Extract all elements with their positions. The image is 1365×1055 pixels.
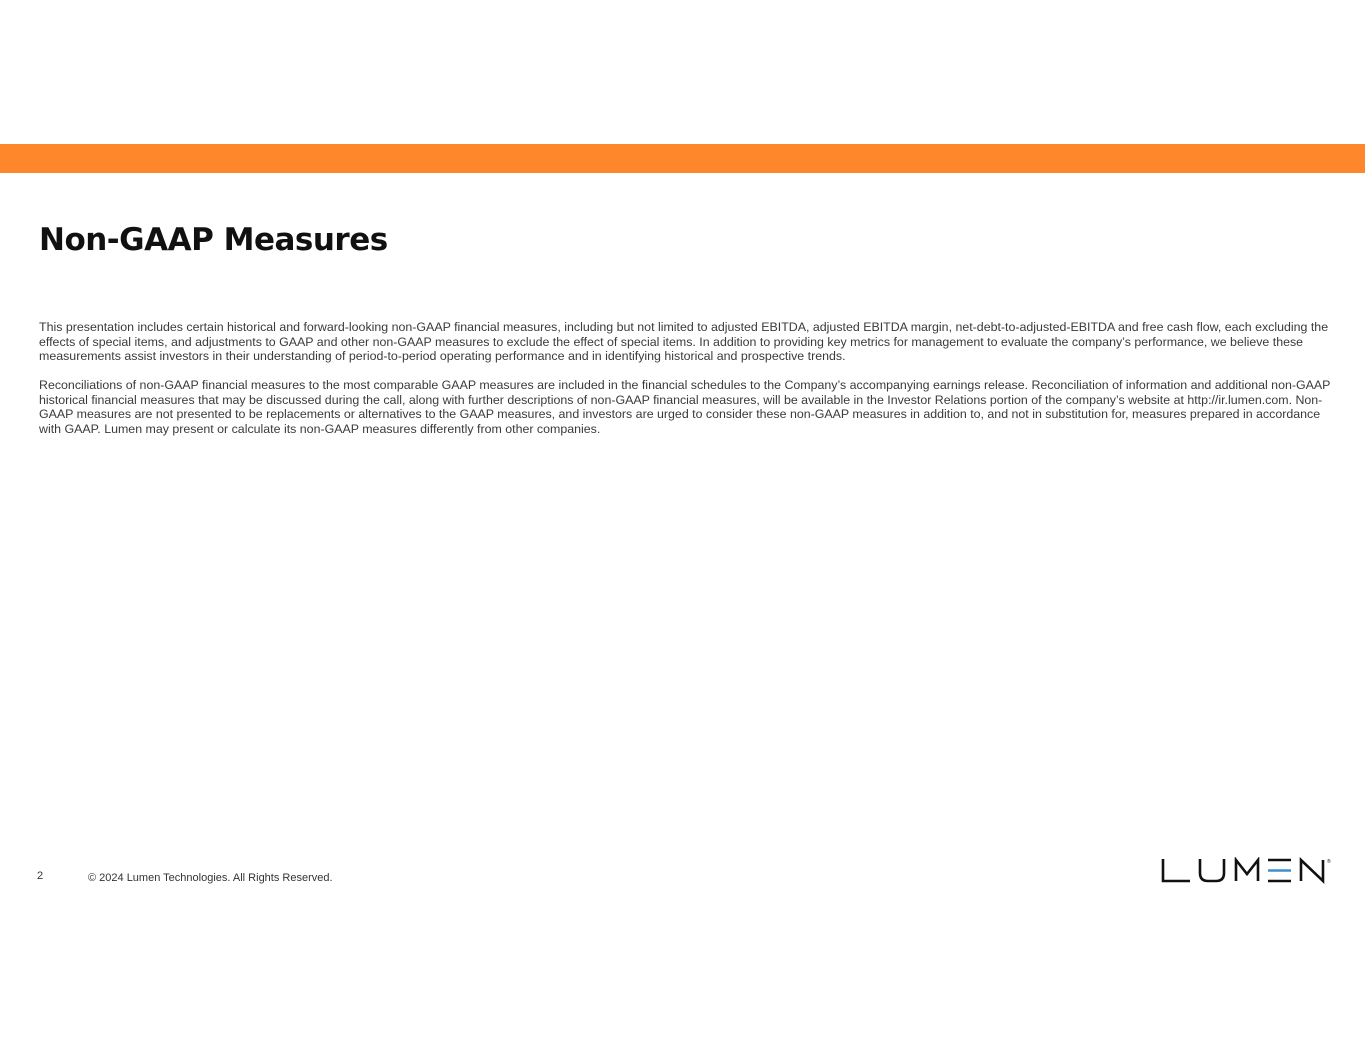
body-text — [39, 320, 1331, 451]
logo-letter-l — [1163, 859, 1190, 881]
copyright-notice: © 2024 Lumen Technologies. All Rights Reserved. — [88, 872, 333, 884]
paragraph-non-gaap-intro: This presentation includes certain historical and forward-looking non-GAAP financial measures, including but not limited to adjusted EBITDA, adjusted EBITDA margin, net-debt-to-adjusted-EBITDA and free cash flow, each excluding the effects of special items, and adjustments to GAAP and other non-GAAP measures to exclude the effect of special items. In addition to providing key metrics for management to evaluate the company’s performance, we believe these measurements assist investors in their understanding of period-to-period operating performance and in identifying historical and prospective trends. — [39, 320, 1329, 363]
logo-letter-u — [1200, 859, 1224, 881]
lumen-logo-wordmark — [1163, 859, 1323, 881]
page-title: Non-GAAP Measures — [39, 222, 388, 258]
page-number: 2 — [37, 870, 44, 882]
accent-band — [0, 144, 1365, 173]
logo-letter-n — [1301, 860, 1323, 881]
logo-letter-m — [1236, 860, 1258, 881]
registered-mark: ® — [1327, 859, 1331, 865]
paragraph-reconciliations: Reconciliations of non-GAAP financial measures to the most comparable GAAP measures are included in the financial schedules to the Company’s accompanying earnings release. Reconciliation of information and additional non-GAAP historical financial measures that may be discussed during the call, along with further descriptions of non-GAAP financial measures, will be available in the Investor Relations portion of the company’s website at http://ir.lumen.com. Non-GAAP measures are not presented to be replacements or alternatives to the GAAP measures, and investors are urged to consider these non-GAAP measures in addition to, and not in substitution for, measures prepared in accordance with GAAP. Lumen may present or calculate its non-GAAP measures differently from other companies. — [39, 378, 1331, 436]
lumen-logo — [1160, 857, 1335, 885]
